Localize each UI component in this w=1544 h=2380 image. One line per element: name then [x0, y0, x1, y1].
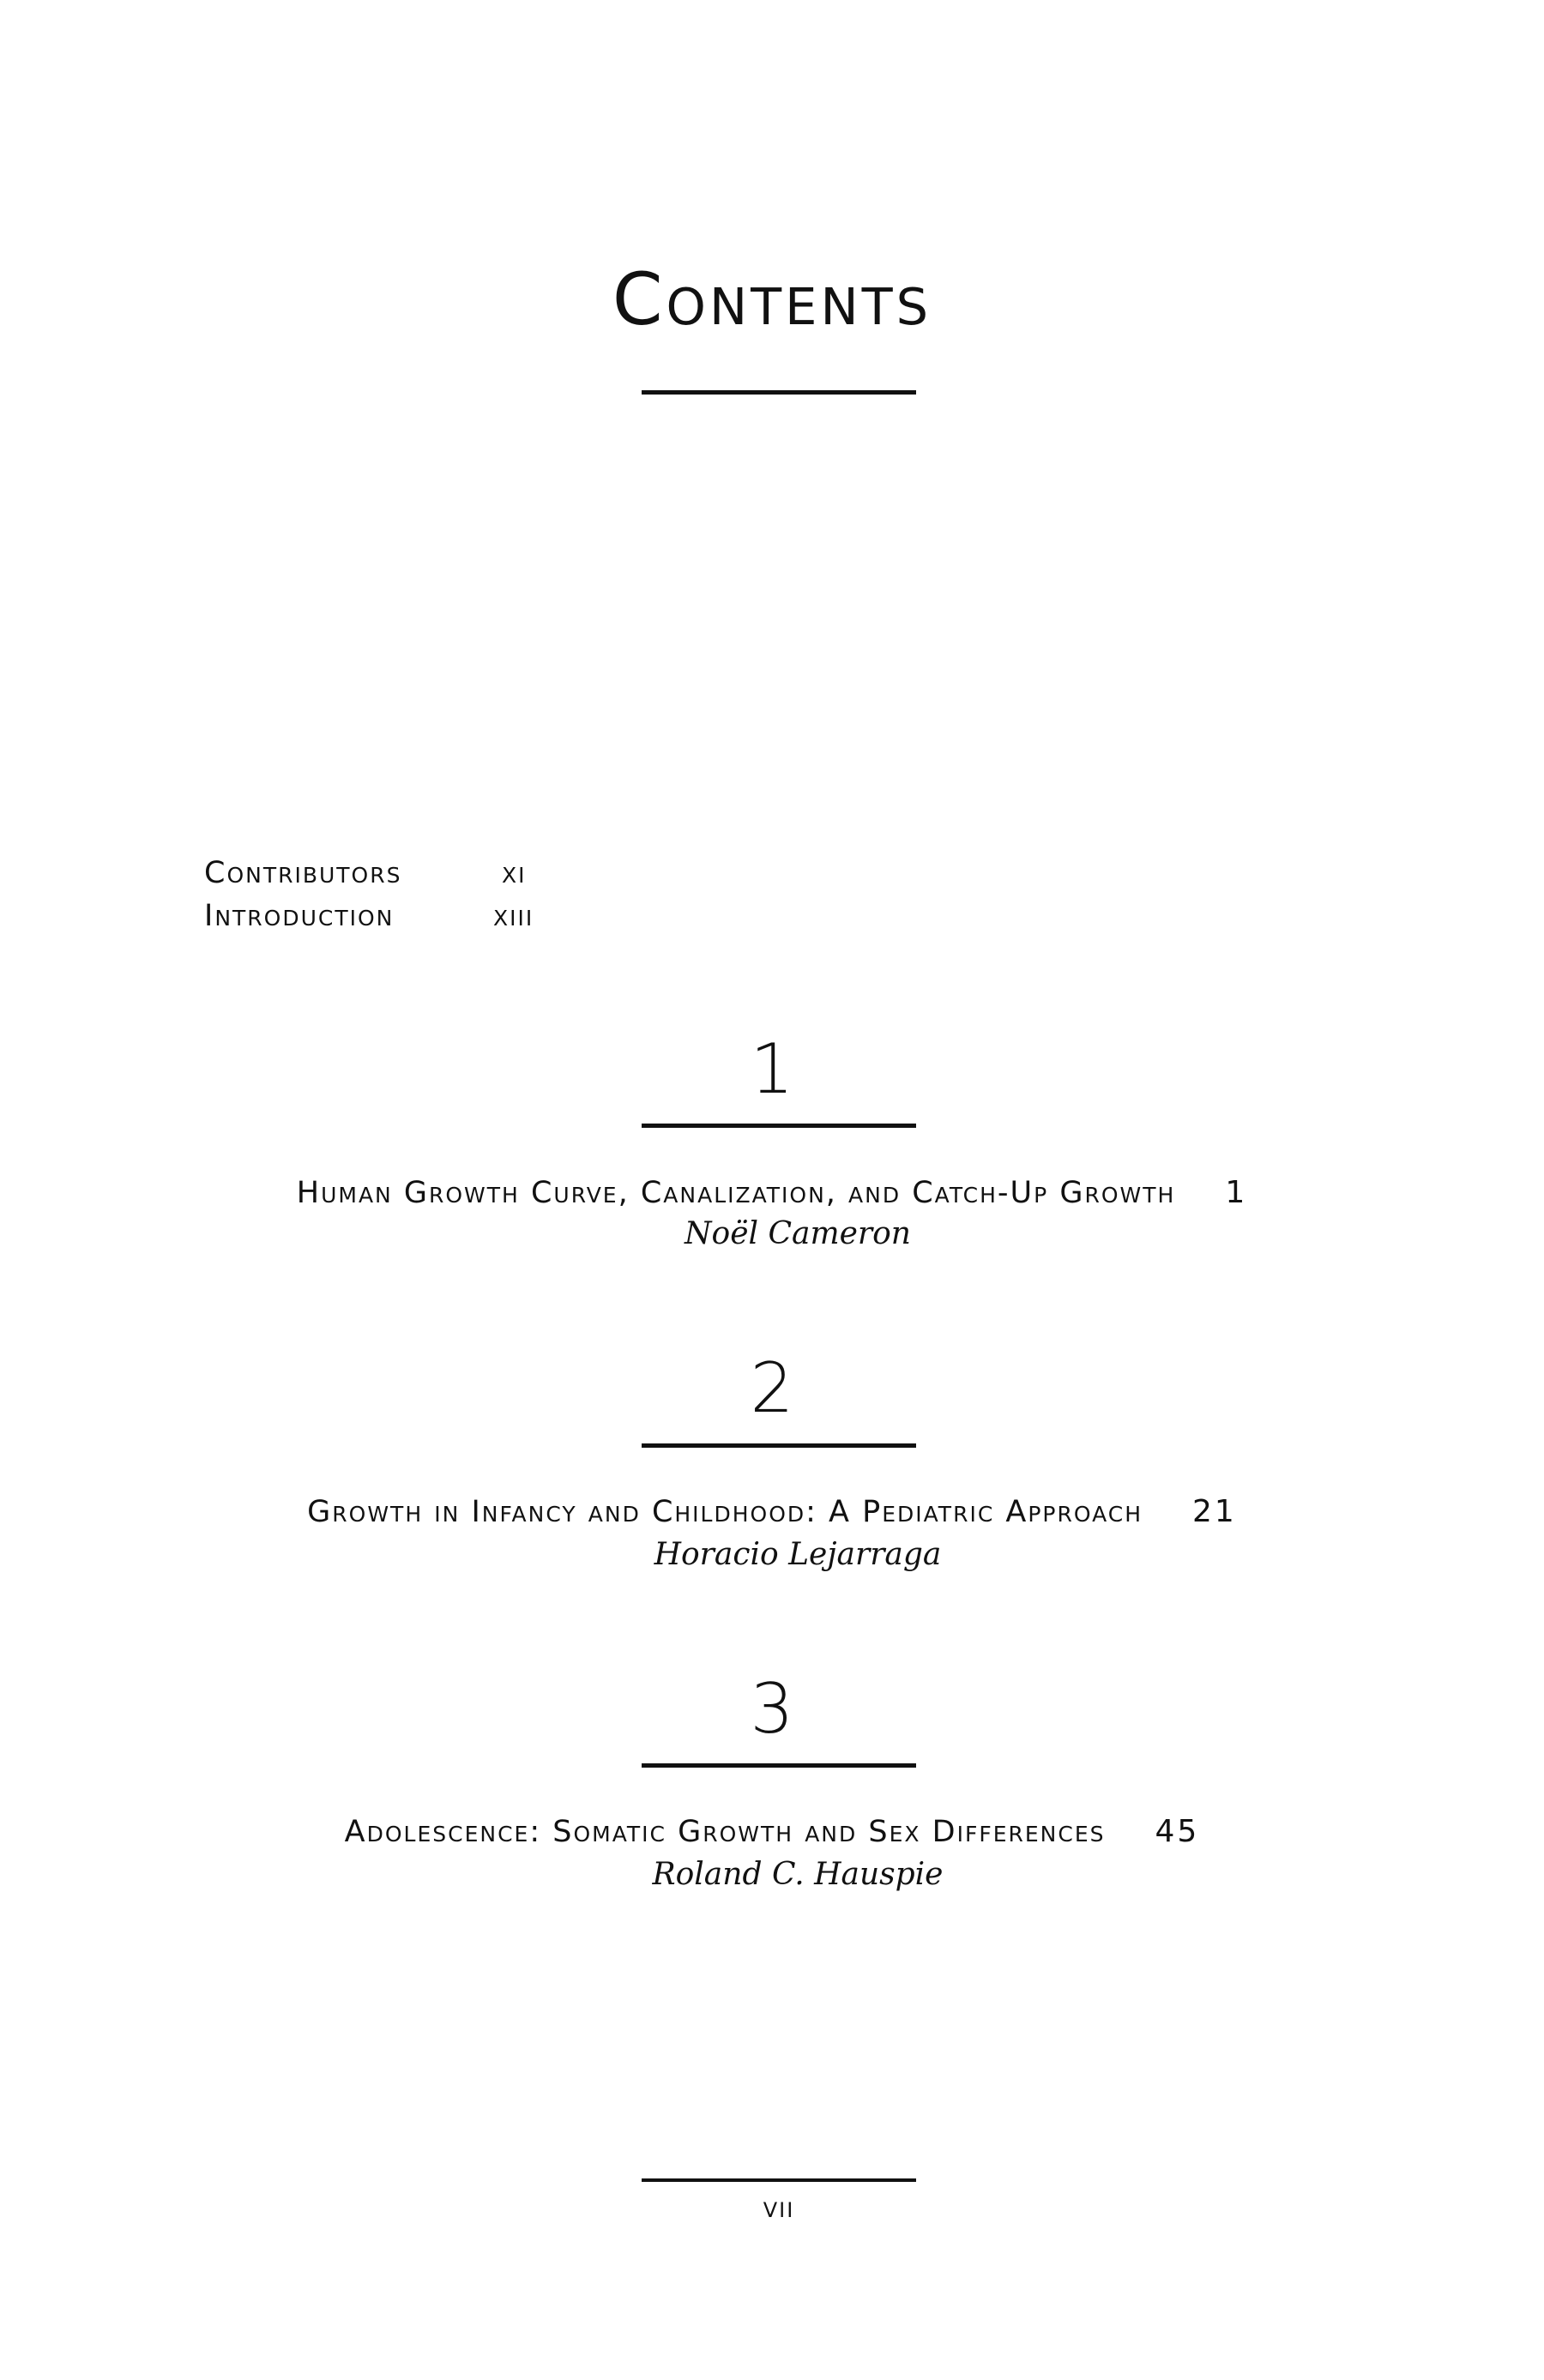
- chapter-rule: [642, 1124, 916, 1128]
- chapter-page: 1: [1225, 1175, 1248, 1210]
- chapter-title: Growth in Infancy and Childhood: A Pediatric Approach: [307, 1495, 1143, 1529]
- front-matter-label: Contributors: [204, 856, 402, 890]
- chapter-entry[interactable]: [0, 1175, 1544, 1210]
- chapter-author: Noël Cameron: [685, 1216, 911, 1251]
- chapter-entry[interactable]: [0, 1494, 1544, 1529]
- chapter-author: Roland C. Hauspie: [652, 1857, 944, 1892]
- chapter-author: Horacio Lejarraga: [654, 1537, 942, 1572]
- title-rule: [642, 390, 916, 395]
- front-matter-page: xiii: [493, 899, 534, 933]
- chapter-rule: [642, 1763, 916, 1768]
- chapter-title: Adolescence: Somatic Growth and Sex Differences: [344, 1815, 1106, 1849]
- chapter-title: Human Growth Curve, Canalization, and Catch-Up Growth: [296, 1176, 1176, 1210]
- page-title: Contents: [612, 257, 932, 341]
- chapter-number: 2: [750, 1348, 794, 1428]
- chapter-number: 3: [750, 1669, 794, 1749]
- front-matter-page: xi: [502, 856, 527, 890]
- page-number: vii: [763, 2190, 795, 2225]
- chapter-page: 21: [1192, 1494, 1237, 1529]
- chapter-page: 45: [1155, 1814, 1200, 1849]
- footer-rule: [642, 2178, 916, 2182]
- chapter-entry[interactable]: [0, 1814, 1544, 1849]
- chapter-number: 1: [750, 1029, 794, 1109]
- front-matter-label: Introduction: [204, 899, 395, 933]
- chapter-rule: [642, 1443, 916, 1448]
